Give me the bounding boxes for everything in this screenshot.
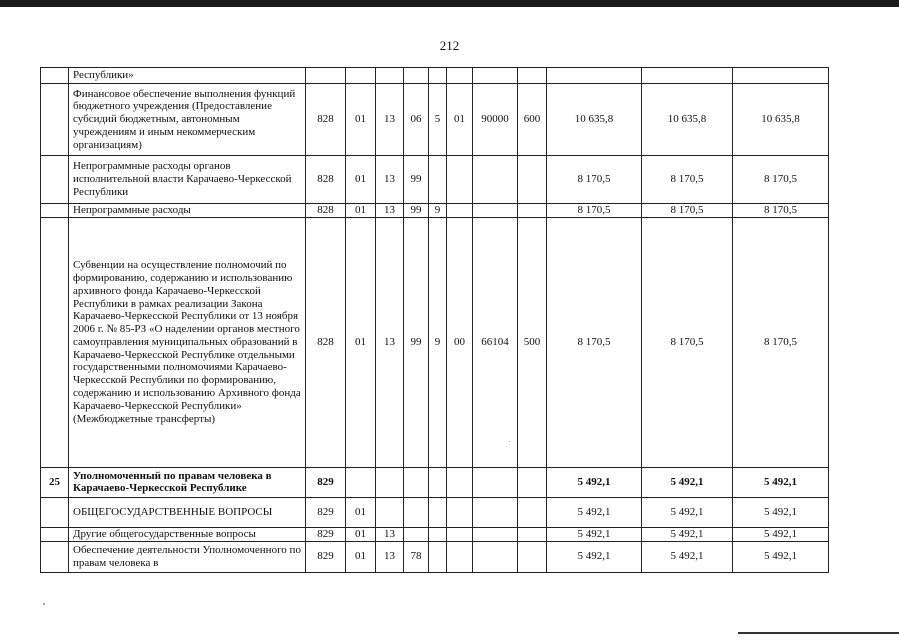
- row-number-cell: [41, 84, 69, 156]
- code-cell: 78: [404, 541, 429, 572]
- expense-name-cell: Уполномоченный по правам человека в Карачаево-Черкесской Республике: [69, 467, 306, 497]
- code-cell: 828: [306, 84, 346, 156]
- code-cell: 9: [429, 217, 447, 467]
- amount-cell: 8 170,5: [547, 156, 642, 204]
- code-cell: [429, 527, 447, 541]
- code-cell: [473, 68, 518, 84]
- table-row: [41, 497, 829, 527]
- amount-cell: 5 492,1: [547, 497, 642, 527]
- amount-cell: 5 492,1: [733, 541, 829, 572]
- scan-speck: [43, 603, 45, 605]
- amount-cell: 10 635,8: [733, 84, 829, 156]
- amount-cell: 5 492,1: [642, 541, 733, 572]
- amount-cell: 8 170,5: [733, 156, 829, 204]
- code-cell: [473, 204, 518, 218]
- row-number-cell: [41, 527, 69, 541]
- code-cell: 99: [404, 204, 429, 218]
- table-row: [41, 156, 829, 204]
- row-number-cell: [41, 217, 69, 467]
- code-cell: 00: [447, 217, 473, 467]
- code-cell: 829: [306, 497, 346, 527]
- expense-name-cell: Субвенции на осуществление полномочий по формированию, содержанию и использованию архивного фонда Карачаево-Черкесской Республики в рамках реализации Закона Карачаево-Черкесской Республики от 13 ноября 2006 г. № 85-РЗ «О наделении органов местного самоуправления муниципальных образований в Карачаево-Черкесской Республике отдельными государственными полномочиями Карачаево-Черкесской Республики по формированию, содержанию и использованию Архивного фонда Карачаево-Черкесской Республики» (Межбюджетные трансферты): [69, 217, 306, 467]
- code-cell: [429, 541, 447, 572]
- code-cell: [376, 68, 404, 84]
- code-cell: 828: [306, 204, 346, 218]
- amount-cell: [642, 68, 733, 84]
- code-cell: [306, 68, 346, 84]
- table-row: [41, 84, 829, 156]
- code-cell: 9: [429, 204, 447, 218]
- page-number: 212: [439, 38, 460, 53]
- row-number-cell: [41, 156, 69, 204]
- amount-cell: 8 170,5: [547, 204, 642, 218]
- row-number-cell: 25: [41, 467, 69, 497]
- code-cell: [429, 497, 447, 527]
- code-cell: 01: [346, 541, 376, 572]
- code-cell: 90000: [473, 84, 518, 156]
- code-cell: 5: [429, 84, 447, 156]
- table-row: [41, 68, 829, 84]
- code-cell: [429, 156, 447, 204]
- code-cell: [518, 68, 547, 84]
- code-cell: [518, 156, 547, 204]
- code-cell: [376, 467, 404, 497]
- code-cell: 66104: [473, 217, 518, 467]
- amount-cell: 5 492,1: [547, 527, 642, 541]
- table-row: [41, 204, 829, 218]
- expense-name-cell: ОБЩЕГОСУДАРСТВЕННЫЕ ВОПРОСЫ: [69, 497, 306, 527]
- code-cell: 01: [346, 156, 376, 204]
- code-cell: [404, 467, 429, 497]
- row-number-cell: [41, 497, 69, 527]
- expense-name-cell: Непрограммные расходы органов исполнительной власти Карачаево-Черкесской Республики: [69, 156, 306, 204]
- code-cell: [346, 467, 376, 497]
- code-cell: 99: [404, 156, 429, 204]
- code-cell: [473, 497, 518, 527]
- code-cell: 828: [306, 156, 346, 204]
- amount-cell: 8 170,5: [642, 156, 733, 204]
- code-cell: 13: [376, 84, 404, 156]
- code-cell: 01: [346, 204, 376, 218]
- code-cell: [447, 204, 473, 218]
- code-cell: 13: [376, 217, 404, 467]
- code-cell: [404, 497, 429, 527]
- code-cell: [447, 541, 473, 572]
- code-cell: 828: [306, 217, 346, 467]
- expense-name-cell: Обеспечение деятельности Уполномоченного по правам человека в: [69, 541, 306, 572]
- code-cell: 829: [306, 541, 346, 572]
- amount-cell: 5 492,1: [733, 497, 829, 527]
- code-cell: [429, 68, 447, 84]
- code-cell: [518, 527, 547, 541]
- code-cell: [429, 467, 447, 497]
- expense-name-cell: Другие общегосударственные вопросы: [69, 527, 306, 541]
- code-cell: [447, 68, 473, 84]
- code-cell: [404, 68, 429, 84]
- code-cell: [447, 527, 473, 541]
- code-cell: [346, 68, 376, 84]
- code-cell: 01: [346, 497, 376, 527]
- code-cell: 01: [346, 84, 376, 156]
- code-cell: [473, 467, 518, 497]
- code-cell: [447, 497, 473, 527]
- scan-speck: [509, 441, 510, 442]
- code-cell: [376, 497, 404, 527]
- row-number-cell: [41, 68, 69, 84]
- amount-cell: 10 635,8: [547, 84, 642, 156]
- code-cell: 01: [346, 527, 376, 541]
- code-cell: 13: [376, 204, 404, 218]
- code-cell: [518, 204, 547, 218]
- amount-cell: [547, 68, 642, 84]
- code-cell: 01: [346, 217, 376, 467]
- amount-cell: 5 492,1: [642, 527, 733, 541]
- table-body: [41, 68, 829, 573]
- table-row: [41, 541, 829, 572]
- code-cell: [447, 467, 473, 497]
- amount-cell: 8 170,5: [642, 204, 733, 218]
- amount-cell: 5 492,1: [547, 467, 642, 497]
- amount-cell: 8 170,5: [547, 217, 642, 467]
- code-cell: 06: [404, 84, 429, 156]
- code-cell: [473, 541, 518, 572]
- code-cell: 600: [518, 84, 547, 156]
- budget-table: [40, 67, 829, 573]
- code-cell: [473, 527, 518, 541]
- code-cell: [447, 156, 473, 204]
- code-cell: 13: [376, 541, 404, 572]
- amount-cell: 8 170,5: [733, 217, 829, 467]
- scan-top-edge: [0, 0, 899, 7]
- amount-cell: 8 170,5: [642, 217, 733, 467]
- code-cell: 01: [447, 84, 473, 156]
- scan-bottom-edge: [738, 632, 899, 634]
- amount-cell: [733, 68, 829, 84]
- code-cell: [518, 497, 547, 527]
- code-cell: 829: [306, 467, 346, 497]
- row-number-cell: [41, 204, 69, 218]
- expense-name-cell: Республики»: [69, 68, 306, 84]
- row-number-cell: [41, 541, 69, 572]
- amount-cell: 10 635,8: [642, 84, 733, 156]
- table-row: [41, 217, 829, 467]
- code-cell: 829: [306, 527, 346, 541]
- amount-cell: 5 492,1: [642, 497, 733, 527]
- table-row: [41, 467, 829, 497]
- amount-cell: 5 492,1: [733, 467, 829, 497]
- amount-cell: 5 492,1: [547, 541, 642, 572]
- code-cell: 99: [404, 217, 429, 467]
- code-cell: 13: [376, 156, 404, 204]
- code-cell: [518, 467, 547, 497]
- code-cell: [518, 541, 547, 572]
- expense-name-cell: Непрограммные расходы: [69, 204, 306, 218]
- code-cell: [473, 156, 518, 204]
- table-row: [41, 527, 829, 541]
- expense-name-cell: Финансовое обеспечение выполнения функций бюджетного учреждения (Предоставление субсидий бюджетным, автономным учреждениям и иным некоммерческим организациям): [69, 84, 306, 156]
- code-cell: 500: [518, 217, 547, 467]
- code-cell: [404, 527, 429, 541]
- amount-cell: 5 492,1: [642, 467, 733, 497]
- code-cell: 13: [376, 527, 404, 541]
- amount-cell: 5 492,1: [733, 527, 829, 541]
- amount-cell: 8 170,5: [733, 204, 829, 218]
